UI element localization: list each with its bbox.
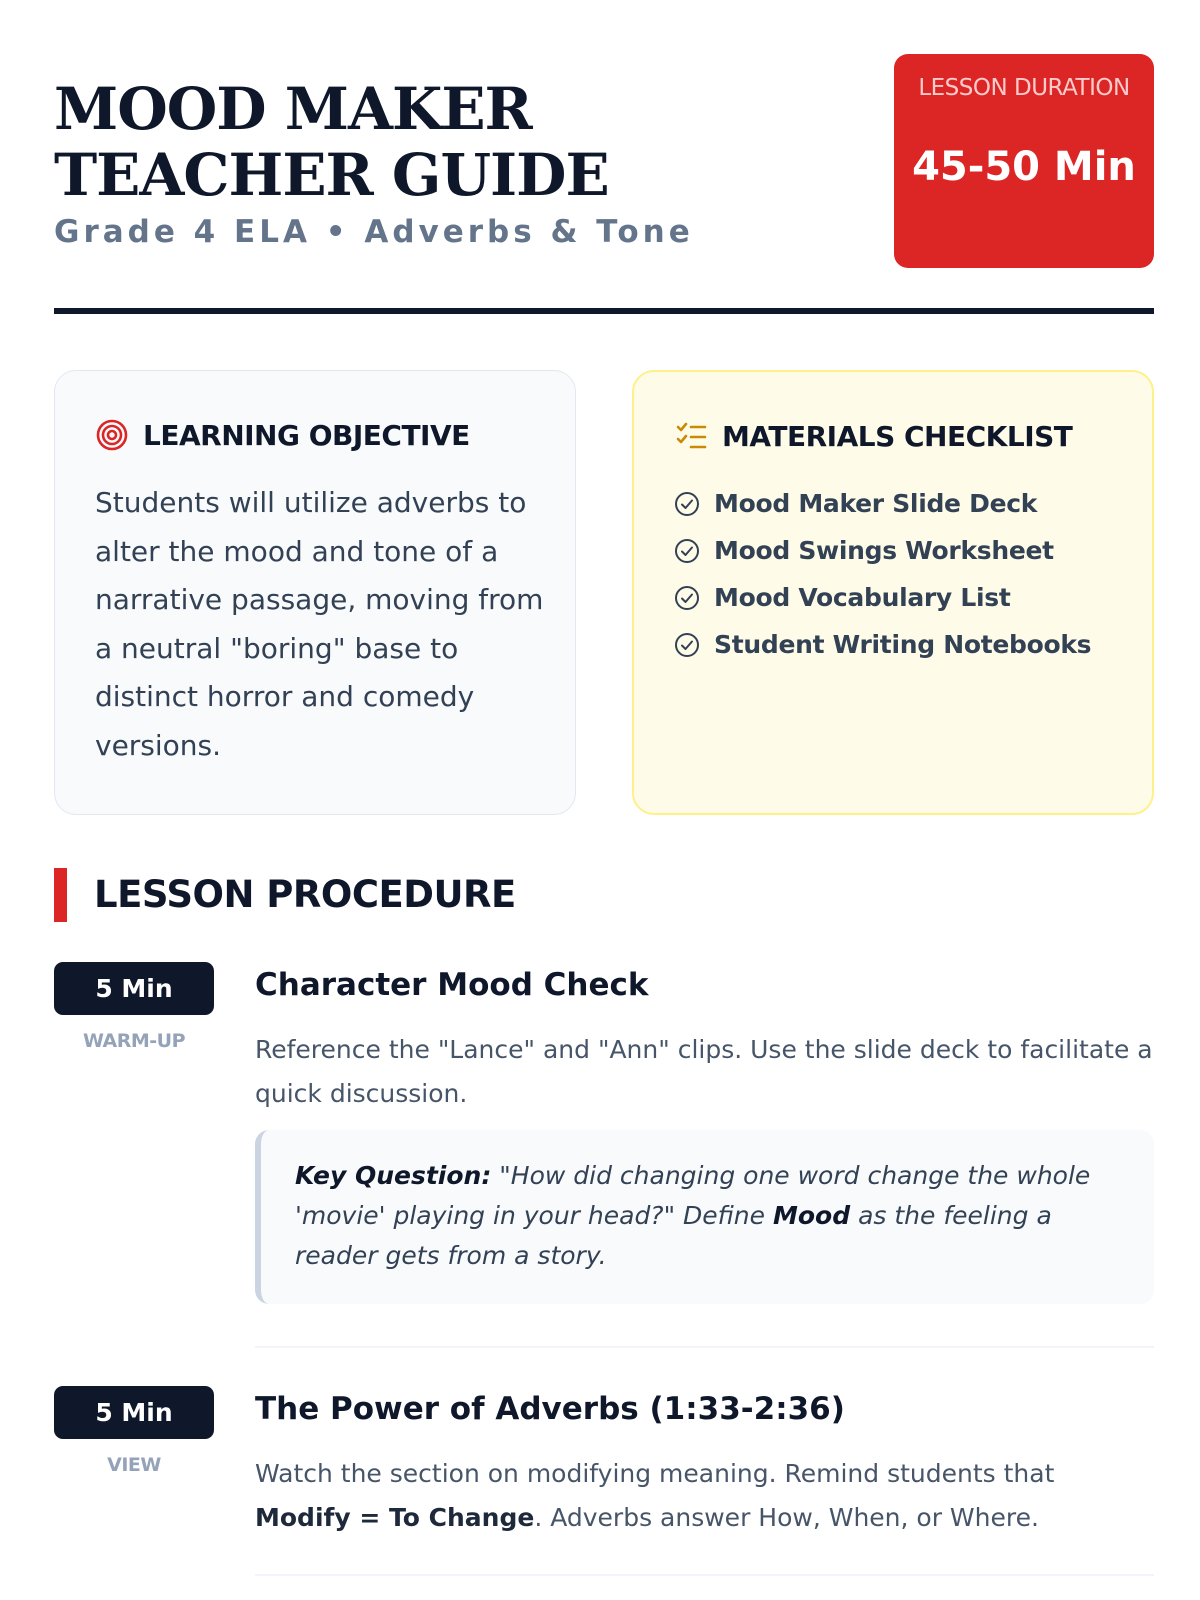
key-question-callout — [255, 1130, 1154, 1304]
checklist-icon — [674, 419, 708, 453]
page-title: MOOD MAKER TEACHER GUIDE — [54, 75, 609, 209]
key-question-tail: as the feeling a reader gets from a story. — [295, 1201, 1052, 1270]
materials-heading: MATERIALS CHECKLIST — [722, 419, 1073, 453]
section-title: LESSON PROCEDURE — [94, 873, 516, 916]
materials-item — [674, 621, 1091, 668]
learning-objective-card — [54, 370, 576, 815]
objective-text: Students will utilize adverbs to alter the mood and tone of a narrative passage, moving from a neutral "boring" base to distinct horror and comedy versions. — [95, 486, 544, 762]
target-icon — [95, 418, 129, 452]
step-time-badge: 5 Min — [54, 1386, 214, 1439]
guide-header — [54, 54, 1154, 314]
key-question-label: Key Question: — [295, 1161, 492, 1190]
check-circle-icon — [674, 632, 700, 658]
check-circle-icon — [674, 585, 700, 611]
check-circle-icon — [674, 538, 700, 564]
objective-heading: LEARNING OBJECTIVE — [143, 418, 470, 452]
materials-item-label: Student Writing Notebooks — [714, 630, 1092, 659]
check-circle-icon — [674, 491, 700, 517]
step-title: Character Mood Check — [255, 967, 649, 1003]
duration-label: LESSON DURATION — [918, 75, 1130, 101]
key-question-quote: "How did changing one word change the whole 'movie' playing in your head?" Define — [295, 1161, 1091, 1230]
step-desc-bold: Modify = To Change — [255, 1503, 535, 1532]
step-title: The Power of Adverbs (1:33-2:36) — [255, 1391, 845, 1427]
key-question-text — [295, 1156, 1125, 1276]
duration-value: 45-50 Min — [912, 144, 1136, 190]
materials-heading-row — [674, 418, 1072, 454]
materials-item — [674, 527, 1091, 574]
section-accent-bar — [54, 868, 67, 922]
step-description — [255, 1452, 1155, 1540]
page-subtitle: Grade 4 ELA • Adverbs & Tone — [54, 214, 694, 250]
key-term: Mood — [773, 1201, 851, 1230]
materials-item-label: Mood Swings Worksheet — [714, 536, 1054, 565]
step-divider — [255, 1346, 1154, 1348]
materials-item-label: Mood Maker Slide Deck — [714, 489, 1038, 518]
header-divider — [54, 308, 1154, 314]
step-divider — [255, 1574, 1154, 1576]
objective-heading-row — [95, 417, 470, 453]
step-desc-end: . Adverbs answer How, When, or Where. — [534, 1503, 1039, 1532]
teacher-guide-page — [54, 0, 1154, 1600]
materials-item-label: Mood Vocabulary List — [714, 583, 1011, 612]
step-phase-label: WARM-UP — [82, 1030, 186, 1052]
materials-list — [674, 480, 1091, 668]
step-desc-start: Watch the section on modifying meaning. Remind students that — [255, 1459, 1055, 1488]
materials-item — [674, 480, 1091, 527]
lesson-duration-badge — [894, 54, 1154, 268]
materials-checklist-card — [632, 370, 1154, 815]
materials-item — [674, 574, 1091, 621]
step-phase-label: VIEW — [107, 1454, 161, 1476]
step-time-badge: 5 Min — [54, 962, 214, 1015]
step-description: Reference the "Lance" and "Ann" clips. Use the slide deck to facilitate a quick discussion. — [255, 1035, 1153, 1108]
